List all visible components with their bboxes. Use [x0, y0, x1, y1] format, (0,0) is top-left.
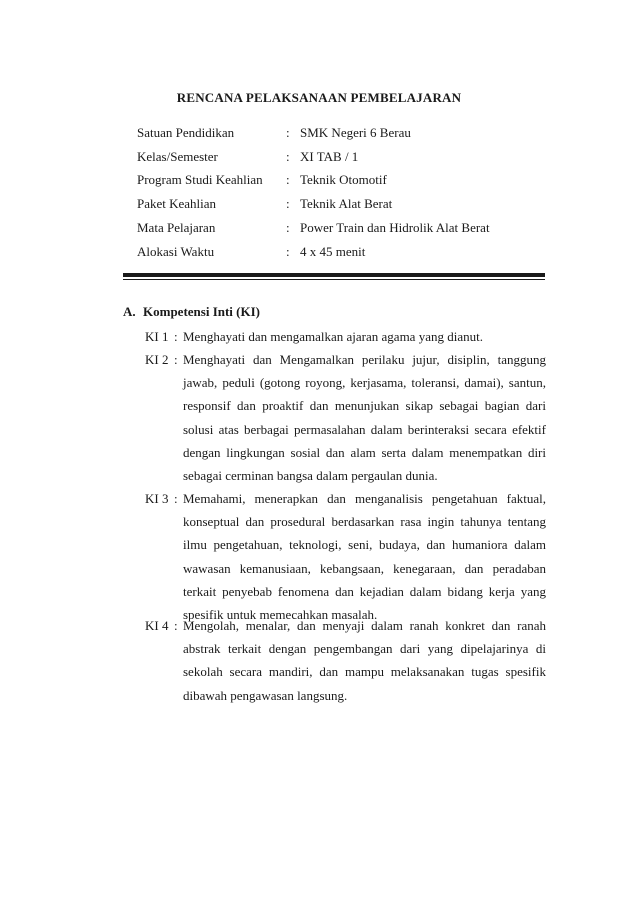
identity-label: Program Studi Keahlian [137, 172, 263, 188]
ki-colon: : [174, 491, 178, 506]
ki-colon: : [174, 329, 178, 344]
identity-value: Teknik Otomotif [300, 172, 387, 188]
ki-label: KI 2 [145, 352, 169, 367]
ki-label: KI 1 [145, 329, 169, 344]
identity-row-paket-keahlian [137, 192, 490, 216]
document-title: RENCANA PELAKSANAAN PEMBELAJARAN [176, 90, 462, 105]
ki-colon: : [174, 352, 178, 367]
identity-separator: : [286, 172, 290, 188]
section-letter: A. [123, 304, 136, 319]
ki-label: KI 4 [145, 618, 169, 633]
identity-separator: : [286, 124, 290, 140]
ki-text: Memahami, menerapkan dan menganalisis pengetahuan faktual, konseptual dan prosedural berdasarkan rasa ingin tahunya tentang ilmu pengetahuan, teknologi, seni, budaya, dan humaniora dalam wawasan kemanusiaan, kebangsaan, kenegaraan, dan peradaban terkait penyebab fenomena dan kejadian dalam bidang kerja yang spesifik untuk memecahkan masalah. [183, 491, 546, 623]
ki-item-1 [145, 325, 546, 348]
identity-value: 4 x 45 menit [300, 243, 366, 259]
identity-value: Power Train dan Hidrolik Alat Berat [300, 220, 490, 236]
identity-separator: : [286, 220, 290, 236]
identity-row-mata-pelajaran [137, 216, 490, 240]
section-title: Kompetensi Inti (KI) [143, 304, 260, 319]
identity-label: Kelas/Semester [137, 148, 218, 164]
identity-label: Paket Keahlian [137, 196, 217, 212]
identity-row-program-studi [137, 169, 490, 193]
identity-table [137, 121, 490, 264]
ki-text: Menghayati dan mengamalkan ajaran agama yang dianut. [183, 329, 483, 344]
identity-value: Teknik Alat Berat [300, 196, 393, 212]
header-divider-thick [123, 273, 545, 277]
identity-value: XI TAB / 1 [300, 148, 359, 164]
header-divider-thin [123, 279, 545, 280]
ki-label: KI 3 [145, 491, 169, 506]
identity-row-satuan-pendidikan [137, 121, 490, 145]
ki-text: Menghayati dan Mengamalkan perilaku jujur, disiplin, tanggung jawab, peduli (gotong royong, kerjasama, toleransi, damai), santun, responsif dan proaktif dan menunjukan sikap sebagai bagian dari solusi atas berbagai permasalahan dalam berinteraksi secara efektif dengan lingkungan sosial dan alam serta dalam menempatkan diri sebagai cerminan bangsa dalam pergaulan dunia. [183, 352, 546, 484]
identity-label: Mata Pelajaran [137, 220, 216, 236]
ki-item-4 [145, 614, 546, 707]
ki-item-2 [145, 348, 546, 487]
identity-label: Alokasi Waktu [137, 243, 215, 259]
identity-label: Satuan Pendidikan [137, 124, 235, 140]
section-a-heading [123, 304, 260, 320]
identity-row-alokasi-waktu [137, 240, 490, 264]
ki-colon: : [174, 618, 178, 633]
ki-text: Mengolah, menalar, dan menyaji dalam ranah konkret dan ranah abstrak terkait dengan pengembangan dari yang dipelajarinya di sekolah secara mandiri, dan mampu melaksanakan tugas spesifik dibawah pengawasan langsung. [183, 618, 546, 703]
identity-separator: : [286, 196, 290, 212]
ki-item-3 [145, 487, 546, 626]
identity-value: SMK Negeri 6 Berau [300, 124, 411, 140]
identity-separator: : [286, 148, 290, 164]
identity-separator: : [286, 243, 290, 259]
identity-row-kelas-semester [137, 145, 490, 169]
